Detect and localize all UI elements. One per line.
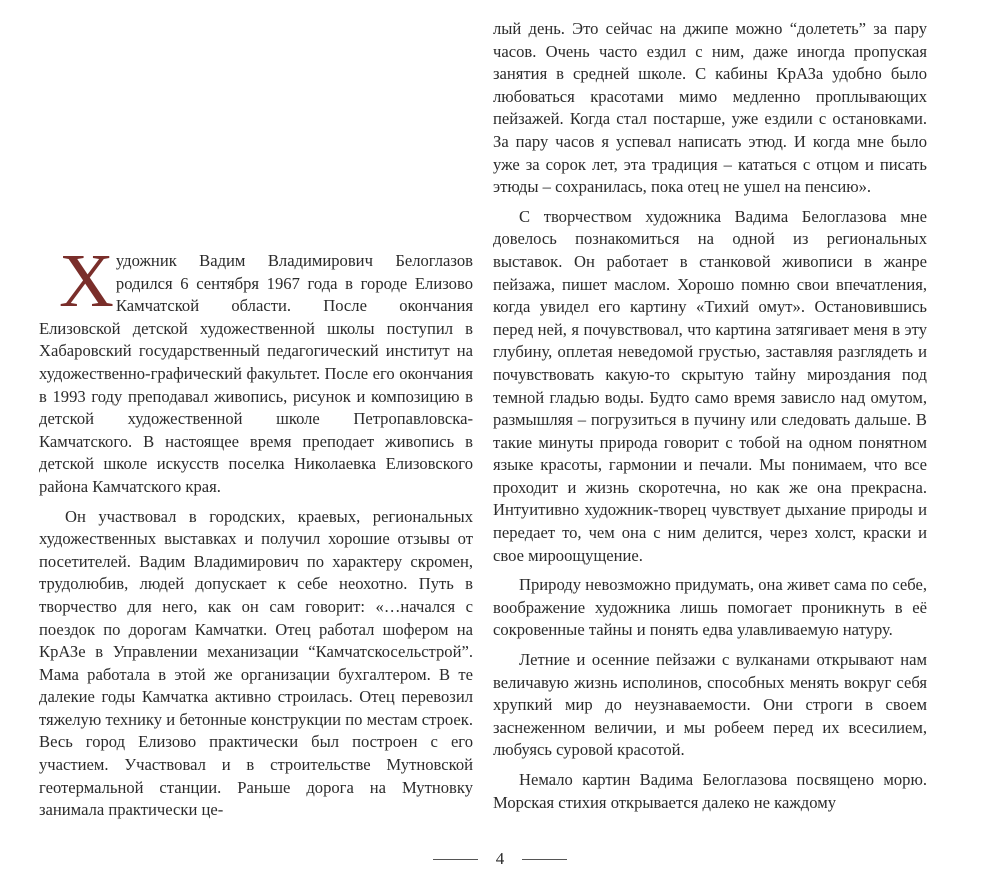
paragraph-continuation: лый день. Это сейчас на джипе можно “долететь” за пару часов. Очень часто ездил с ним, даже иногда пропуская занятия в средней школе. С кабины КрАЗа удобно было любоваться красотами мимо медленно проплывающих пейзажей. Когда стал постарше, уже ездили с остановками. За пару часов я успевал написать этюд. И когда мне было уже за сорок лет, эта традиция – кататься с отцом и писать этюды – сохранилась, пока отец не ушел на пенсию». [493,19,927,197]
paragraph-intro-text: удожник Вадим Владимирович Белоглазов родился 6 сентября 1967 года в городе Елизово Камчатской области. После окончания Елизовской детской художественной школы поступил в Хабаровский государственный педагогический институт на художественно-графический факультет. После его окончания в 1993 году преподавал живопись, рисунок и композицию в детской художественной школе Петропавловска-Камчатского. В настоящее время преподает живопись в детской школе искусств поселка Николаевка Елизовского района Камчатского края. [39,251,473,496]
paragraph-tihiy-omut: С творчеством художника Вадима Белоглазова мне довелось познакомиться на одной из региональных выставок. Он работает в станковой живописи в жанре пейзажа, пишет маслом. Хорошо помню свои впечатления, когда увидел его картину «Тихий омут». Остановившись перед ней, я почувствовал, что картина затягивает меня в эту глубину, оплетая неведомой грустью, заставляя разглядеть и почувствовать какую-то скрытую тайну мироздания под темной гладью воды. Будто само время зависло над омутом, размышляя – погрузиться в пучину или следовать дальше. В такие минуты природа говорит с тобой на одном понятном языке красоты, гармонии и печали. Мы понимаем, что все проходит и жизнь скоротечна, но как же она прекрасна. Интуитивно художник-творец чувствует дыхание природы и передает то, чем она с ним делится, через холст, краски и свое мироощущение. [493,206,927,565]
paragraph-nature: Природу невозможно придумать, она живет сама по себе, воображение художника лишь помогает проникнуть в её сокровенные тайны и понять едва улавливаемую натуру. [493,575,927,640]
dropcap-letter: Х [59,239,114,323]
paragraph-sea: Немало картин Вадима Белоглазова посвящено морю. Морская стихия открывается далеко не каждому [493,770,927,812]
left-column [39,239,473,822]
footer-rule-right [522,859,567,860]
page-footer [0,849,1000,869]
paragraph-exhibitions: Он участвовал в городских, краевых, региональных художественных выставках и получил хорошие отзывы от посетителей. Вадим Владимирович по характеру скромен, трудолюбив, людей допускает к себе неохотно. Путь в творчество для него, как он сам говорит: «…начался с поездок по дорогам Камчатки. Отец работал шофером на КрАЗе в Управлении механизации “Камчатскосельстрой”. Мама работала в этой же организации бухгалтером. В те далекие годы Камчатка активно строилась. Отец перевозил тяжелую технику и бетонные конструкции по местам строек. Весь город Елизово практически был построен с его участием. Участвовал и в строительстве Мутновской геотермальной станции. Раньше дорога на Мутновку занимала практически це- [39,506,473,820]
page-number: 4 [495,849,505,868]
right-column [493,18,927,814]
paragraph-intro [39,239,473,499]
paragraph-volcanoes: Летние и осенние пейзажи с вулканами открывают нам величавую жизнь исполинов, способных менять вокруг себя хрупкий мир до неузнаваемости. Они строги в своем заснеженном величии, и мы робеем перед их всесилием, любуясь суровой красотой. [493,650,927,760]
footer-rule-left [433,859,478,860]
